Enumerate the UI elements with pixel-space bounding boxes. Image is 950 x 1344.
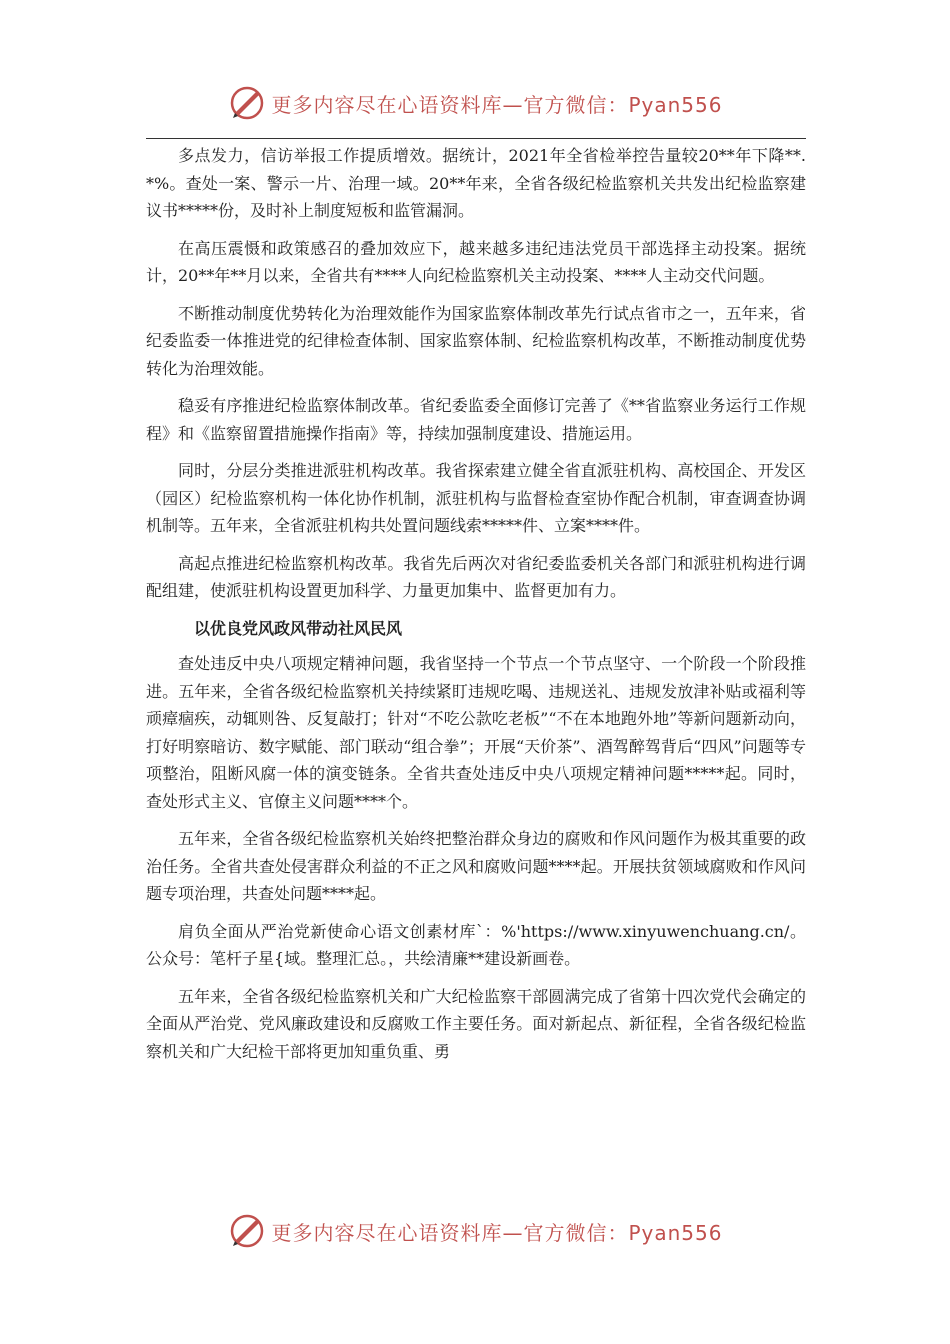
paragraph: 高起点推进纪检监察机构改革。我省先后两次对省纪委监委机关各部门和派驻机构进行调配组建，使派驻机构设置更加科学、力量更加集中、监督更加有力。 (146, 553, 806, 600)
paragraph: 肩负全面从严治党新使命心语文创素材库`：%'https://www.xinyuwenchuang.cn/。公众号：笔杆子星{域。整理汇总。，共绘清廉**建设新画卷。 (146, 921, 806, 968)
paragraph: 不断推动制度优势转化为治理效能作为国家监察体制改革先行试点省市之一，五年来，省纪委监委一体推进党的纪律检查体制、国家监察体制、纪检监察机构改革，不断推动制度优势转化为治理效能。 (146, 303, 806, 378)
pen-logo-icon (227, 83, 267, 123)
footer-banner (0, 1208, 950, 1254)
paragraph: 查处违反中央八项规定精神问题，我省坚持一个节点一个节点坚守、一个阶段一个阶段推进。五年来，全省各级纪检监察机关持续紧盯违规吃喝、违规送礼、违规发放津补贴或福利等顽瘴痼疾，动辄则咎、反复敲打；针对“不吃公款吃老板”“不在本地跑外地”等新问题新动向，打好明察暗访、数字赋能、部门联动“组合拳”；开展“天价茶”、酒驾醉驾背后“四风”问题等专项整治，阻断风腐一体的演变链条。全省共查处违反中央八项规定精神问题*****起。同时，查处形式主义、官僚主义问题****个。 (146, 654, 806, 811)
header-banner (0, 80, 950, 126)
paragraph: 稳妥有序推进纪检监察体制改革。省纪委监委全面修订完善了《**省监察业务运行工作规程》和《监察留置措施操作指南》等，持续加强制度建设、措施运用。 (146, 396, 806, 443)
document-body (146, 142, 806, 1075)
paragraph: 在高压震慑和政策感召的叠加效应下，越来越多违纪违法党员干部选择主动投案。据统计，20**年**月以来，全省共有****人向纪检监察机关主动投案、****人主动交代问题。 (146, 238, 806, 285)
pen-logo-icon (227, 1211, 267, 1251)
section-heading: 以优良党风政风带动社风民风 (194, 618, 403, 638)
paragraph: 五年来，全省各级纪检监察机关和广大纪检监察干部圆满完成了省第十四次党代会确定的全面从严治党、党风廉政建设和反腐败工作主要任务。面对新起点、新征程，全省各级纪检监察机关和广大纪检干部将更加知重负重、勇 (146, 986, 806, 1061)
paragraph: 多点发力，信访举报工作提质增效。据统计，2021年全省检举控告量较20**年下降**.*%。查处一案、警示一片、治理一域。20**年来，全省各级纪检监察机关共发出纪检监察建议书*****份，及时补上制度短板和监管漏洞。 (146, 146, 806, 220)
header-text: 更多内容尽在心语资料库—官方微信：Pyan556 (271, 92, 723, 117)
footer-text: 更多内容尽在心语资料库—官方微信：Pyan556 (271, 1220, 723, 1245)
paragraph: 同时，分层分类推进派驻机构改革。我省探索建立健全省直派驻机构、高校国企、开发区（园区）纪检监察机构一体化协作机制，派驻机构与监督检查室协作配合机制，审查调查协调机制等。五年来，全省派驻机构共处置问题线索*****件、立案****件。 (146, 461, 806, 535)
paragraph: 五年来，全省各级纪检监察机关始终把整治群众身边的腐败和作风问题作为极其重要的政治任务。全省共查处侵害群众利益的不正之风和腐败问题****起。开展扶贫领域腐败和作风问题专项治理，共查处问题****起。 (146, 829, 806, 903)
header-divider (146, 138, 806, 139)
